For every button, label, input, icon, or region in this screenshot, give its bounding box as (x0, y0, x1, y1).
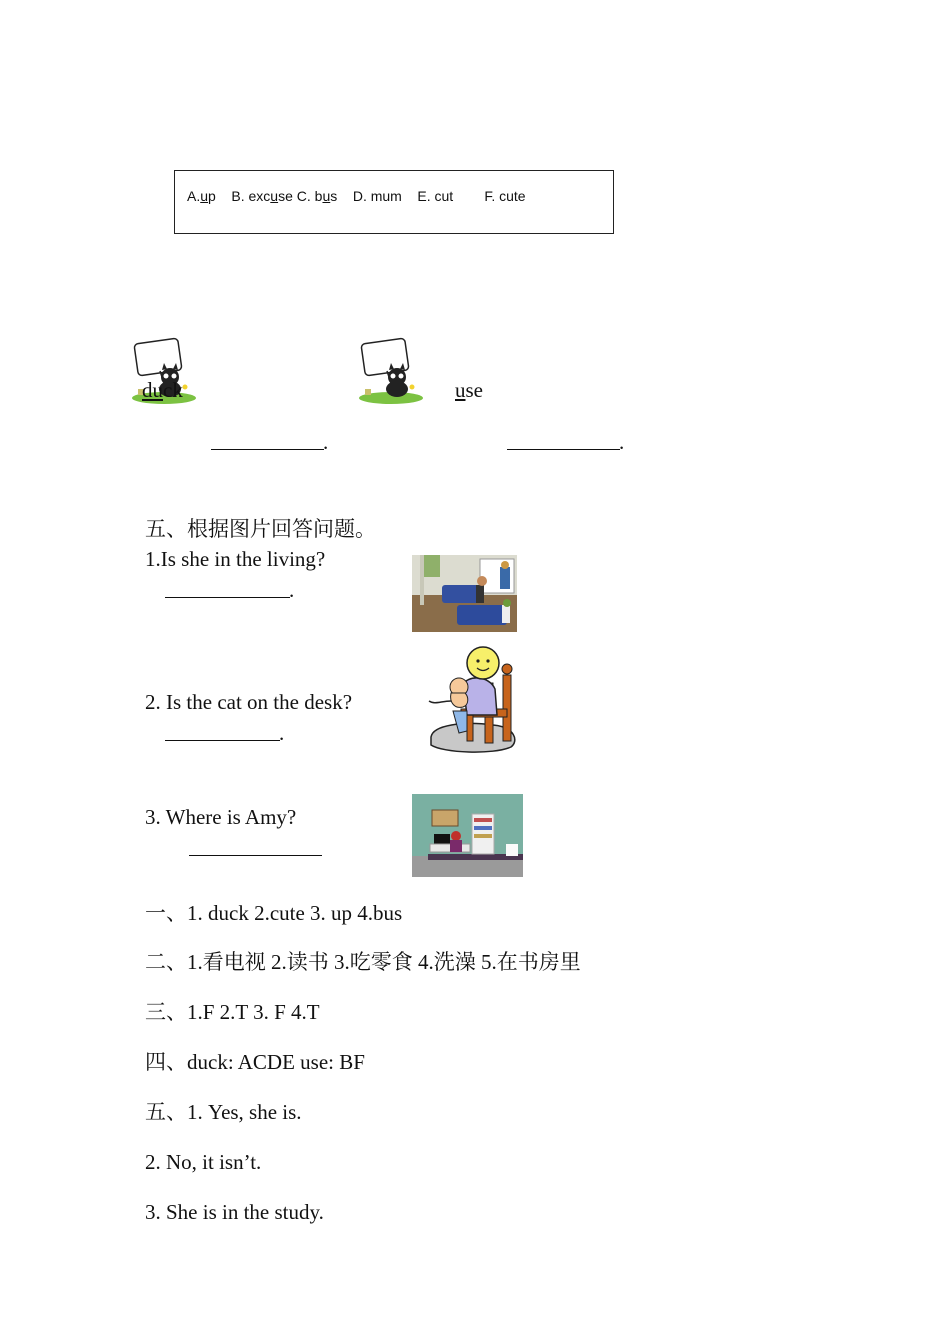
answer-blank-right[interactable] (507, 449, 620, 450)
option-a: A.up (187, 188, 216, 204)
sign-word-left: duck (142, 378, 183, 402)
answer-line-7: 3. She is in the study. (145, 1200, 324, 1224)
cat-sign-illustration-right (357, 335, 429, 409)
answer-blank-2[interactable] (165, 740, 280, 741)
living-room-picture (412, 555, 517, 632)
period-2: . (279, 721, 285, 745)
answer-line-4: 四、duck: ACDE use: BF (145, 1050, 365, 1074)
question-1: 1.Is she in the living? (145, 547, 326, 571)
blank-period-right: . (619, 430, 625, 454)
answer-line-1: 一、1. duck 2.cute 3. up 4.bus (145, 901, 403, 925)
option-e: E. cut (417, 188, 454, 204)
answer-line-5: 五、1. Yes, she is. (145, 1100, 302, 1124)
option-f: F. cute (484, 188, 526, 204)
answer-line-3: 三、1.F 2.T 3. F 4.T (145, 1000, 320, 1024)
period-1: . (289, 578, 295, 602)
option-d: D. mum (352, 188, 402, 204)
option-c: C. bus (296, 188, 338, 204)
phonics-options-box (174, 170, 614, 234)
option-b: B. excuse (231, 188, 293, 204)
options-line (187, 188, 526, 204)
question-3: 3. Where is Amy? (145, 805, 297, 829)
answer-blank-3[interactable] (189, 855, 322, 856)
section-five-title: 五、根据图片回答问题。 (145, 517, 376, 541)
study-room-picture (412, 794, 523, 877)
sign-word-right: use (455, 378, 483, 402)
answer-blank-left[interactable] (211, 449, 324, 450)
answer-blank-1[interactable] (165, 597, 290, 598)
answer-line-6: 2. No, it isn’t. (145, 1150, 262, 1174)
person-with-cat-picture (423, 645, 519, 755)
answer-line-2: 二、1.看电视 2.读书 3.吃零食 4.洗澡 5.在书房里 (145, 950, 581, 974)
blank-period-left: . (323, 430, 329, 454)
question-2: 2. Is the cat on the desk? (145, 690, 353, 714)
